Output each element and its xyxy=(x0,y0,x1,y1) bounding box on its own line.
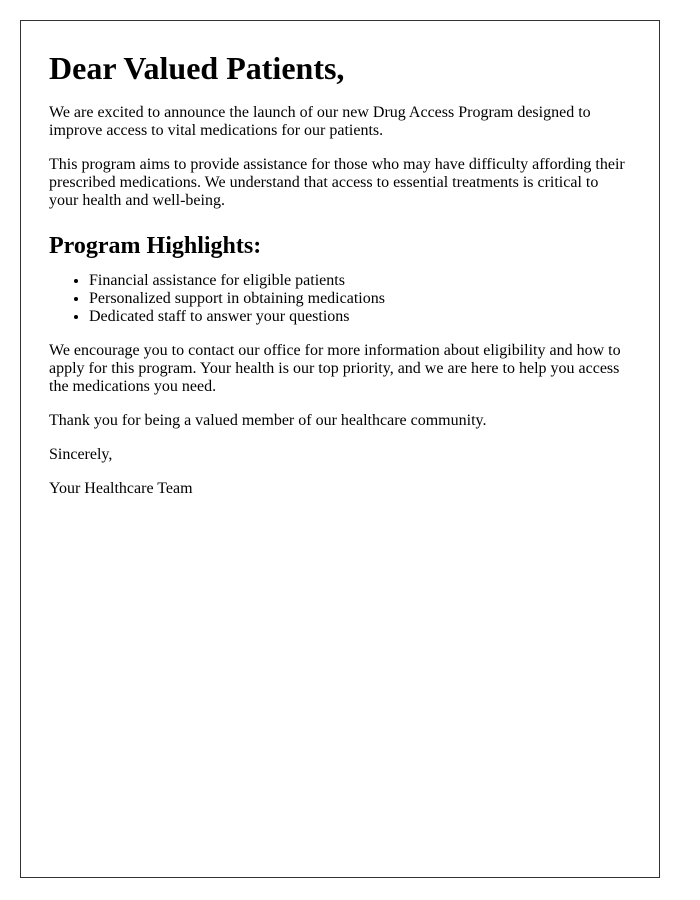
greeting-heading: Dear Valued Patients, xyxy=(49,50,345,86)
closing-text: Sincerely, xyxy=(49,446,113,463)
highlight-item: • Dedicated staff to answer your questions xyxy=(89,308,631,326)
intro-paragraph: We are excited to announce the launch of our new Drug Access Program designed to improve access to vital medications for our patients. xyxy=(49,104,591,139)
contact-paragraph: We encourage you to contact our office for more information about eligibility and how to apply for this program. Your health is our top priority, and we are here to help you access the medications you need. xyxy=(49,342,621,395)
highlight-item: • Financial assistance for eligible patients xyxy=(89,272,631,290)
highlights-list xyxy=(49,272,631,326)
highlight-item: • Personalized support in obtaining medications xyxy=(89,290,631,308)
letter-page xyxy=(20,20,660,878)
purpose-paragraph: This program aims to provide assistance for those who may have difficulty affording their prescribed medications. We understand that access to essential treatments is critical to your health and well-being. xyxy=(49,156,625,209)
signature-text: Your Healthcare Team xyxy=(49,480,193,497)
thanks-paragraph: Thank you for being a valued member of our healthcare community. xyxy=(49,412,487,429)
highlights-heading: Program Highlights: xyxy=(49,233,262,259)
